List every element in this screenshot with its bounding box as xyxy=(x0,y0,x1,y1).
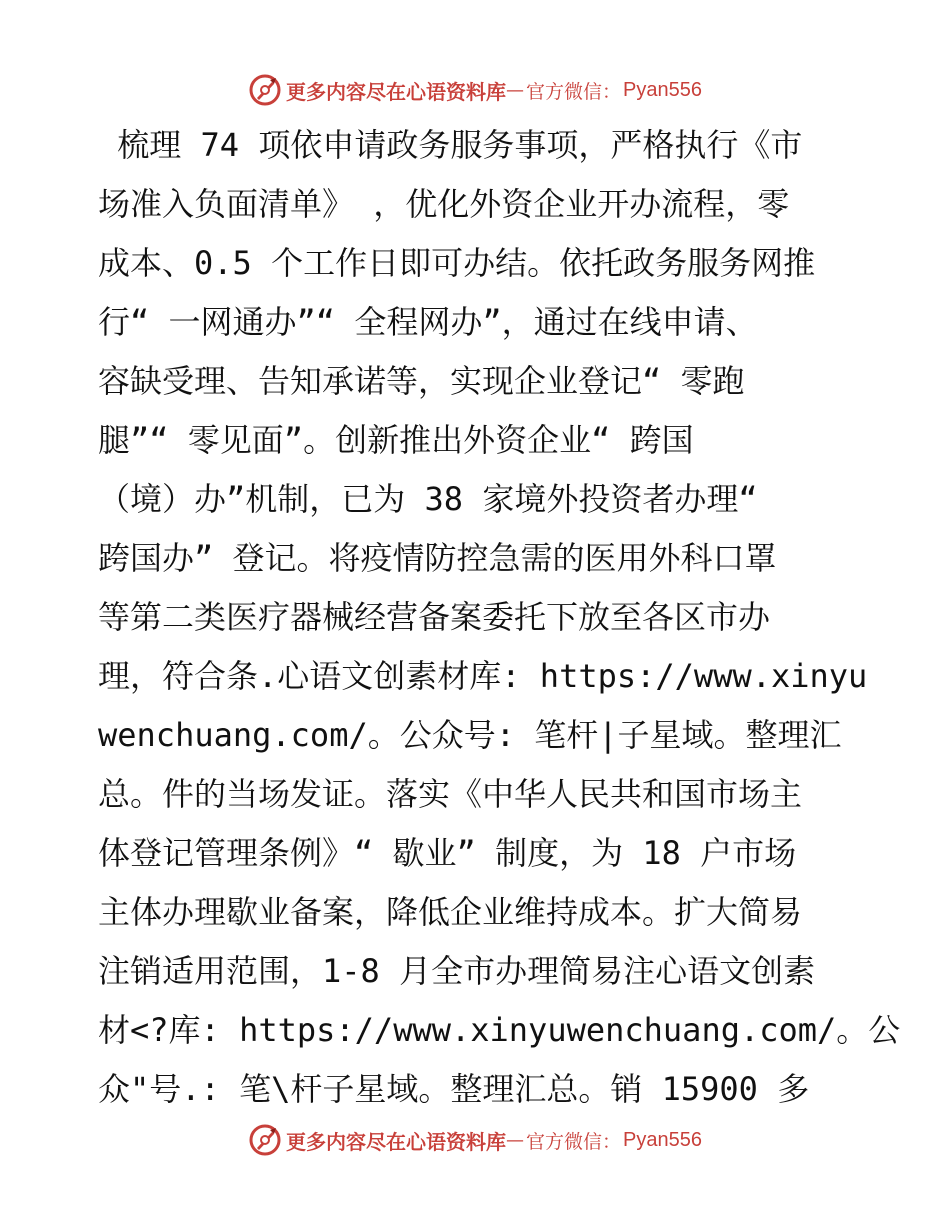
text-line: （境）办”机制，已为 38 家境外投资者办理“ xyxy=(98,480,758,518)
text-line: 理，符合条.心语文创素材库: https://www.xinyu xyxy=(98,657,868,695)
banner-wechat-handle: Pyan556 xyxy=(623,78,702,101)
quill-in-circle-icon xyxy=(248,1123,282,1157)
text-line: 场准入负面清单》 ，优化外资企业开办流程，零 xyxy=(98,185,790,223)
footer-banner xyxy=(0,1120,950,1160)
banner-label: 官方微信： xyxy=(526,1130,622,1153)
text-line: 成本、0.5 个工作日即可办结。依托政务服务网推 xyxy=(98,244,816,282)
text-line: 主体办理歇业备案，降低企业维持成本。扩大简易 xyxy=(98,893,803,931)
banner-separator: — xyxy=(506,1129,524,1151)
text-line: 行“ 一网通办”“ 全程网办”，通过在线申请、 xyxy=(98,303,758,341)
text-line: 梳理 74 项依申请政务服务事项，严格执行《市 xyxy=(98,126,803,164)
text-line: wenchuang.com/。公众号: 笔杆|子星域。整理汇 xyxy=(98,716,842,754)
banner-wechat-handle: Pyan556 xyxy=(623,1128,702,1151)
text-line: 材<?库: https://www.xinyuwenchuang.com/。公 xyxy=(98,1011,901,1049)
banner-separator: — xyxy=(506,79,524,101)
text-line: 总。件的当场发证。落实《中华人民共和国市场主 xyxy=(98,775,803,813)
text-line: 等第二类医疗器械经营备案委托下放至各区市办 xyxy=(98,598,771,636)
text-line: 跨国办” 登记。将疫情防控急需的医用外科口罩 xyxy=(98,539,777,577)
banner-main-text: 更多内容尽在心语资料库 xyxy=(286,1129,506,1154)
quill-in-circle-icon xyxy=(248,73,282,107)
text-line: 容缺受理、告知承诺等，实现企业登记“ 零跑 xyxy=(98,362,745,400)
text-line: 众"号.: 笔\杆子星域。整理汇总。销 15900 多 xyxy=(98,1070,810,1108)
banner-main-text: 更多内容尽在心语资料库 xyxy=(286,79,506,104)
banner-label: 官方微信： xyxy=(526,80,622,103)
header-banner xyxy=(0,70,950,110)
text-line: 体登记管理条例》“ 歇业” 制度，为 18 户市场 xyxy=(98,834,797,872)
text-line: 注销适用范围，1-8 月全市办理简易注心语文创素 xyxy=(98,952,816,990)
text-line: 腿”“ 零见面”。创新推出外资企业“ 跨国 xyxy=(98,421,694,459)
